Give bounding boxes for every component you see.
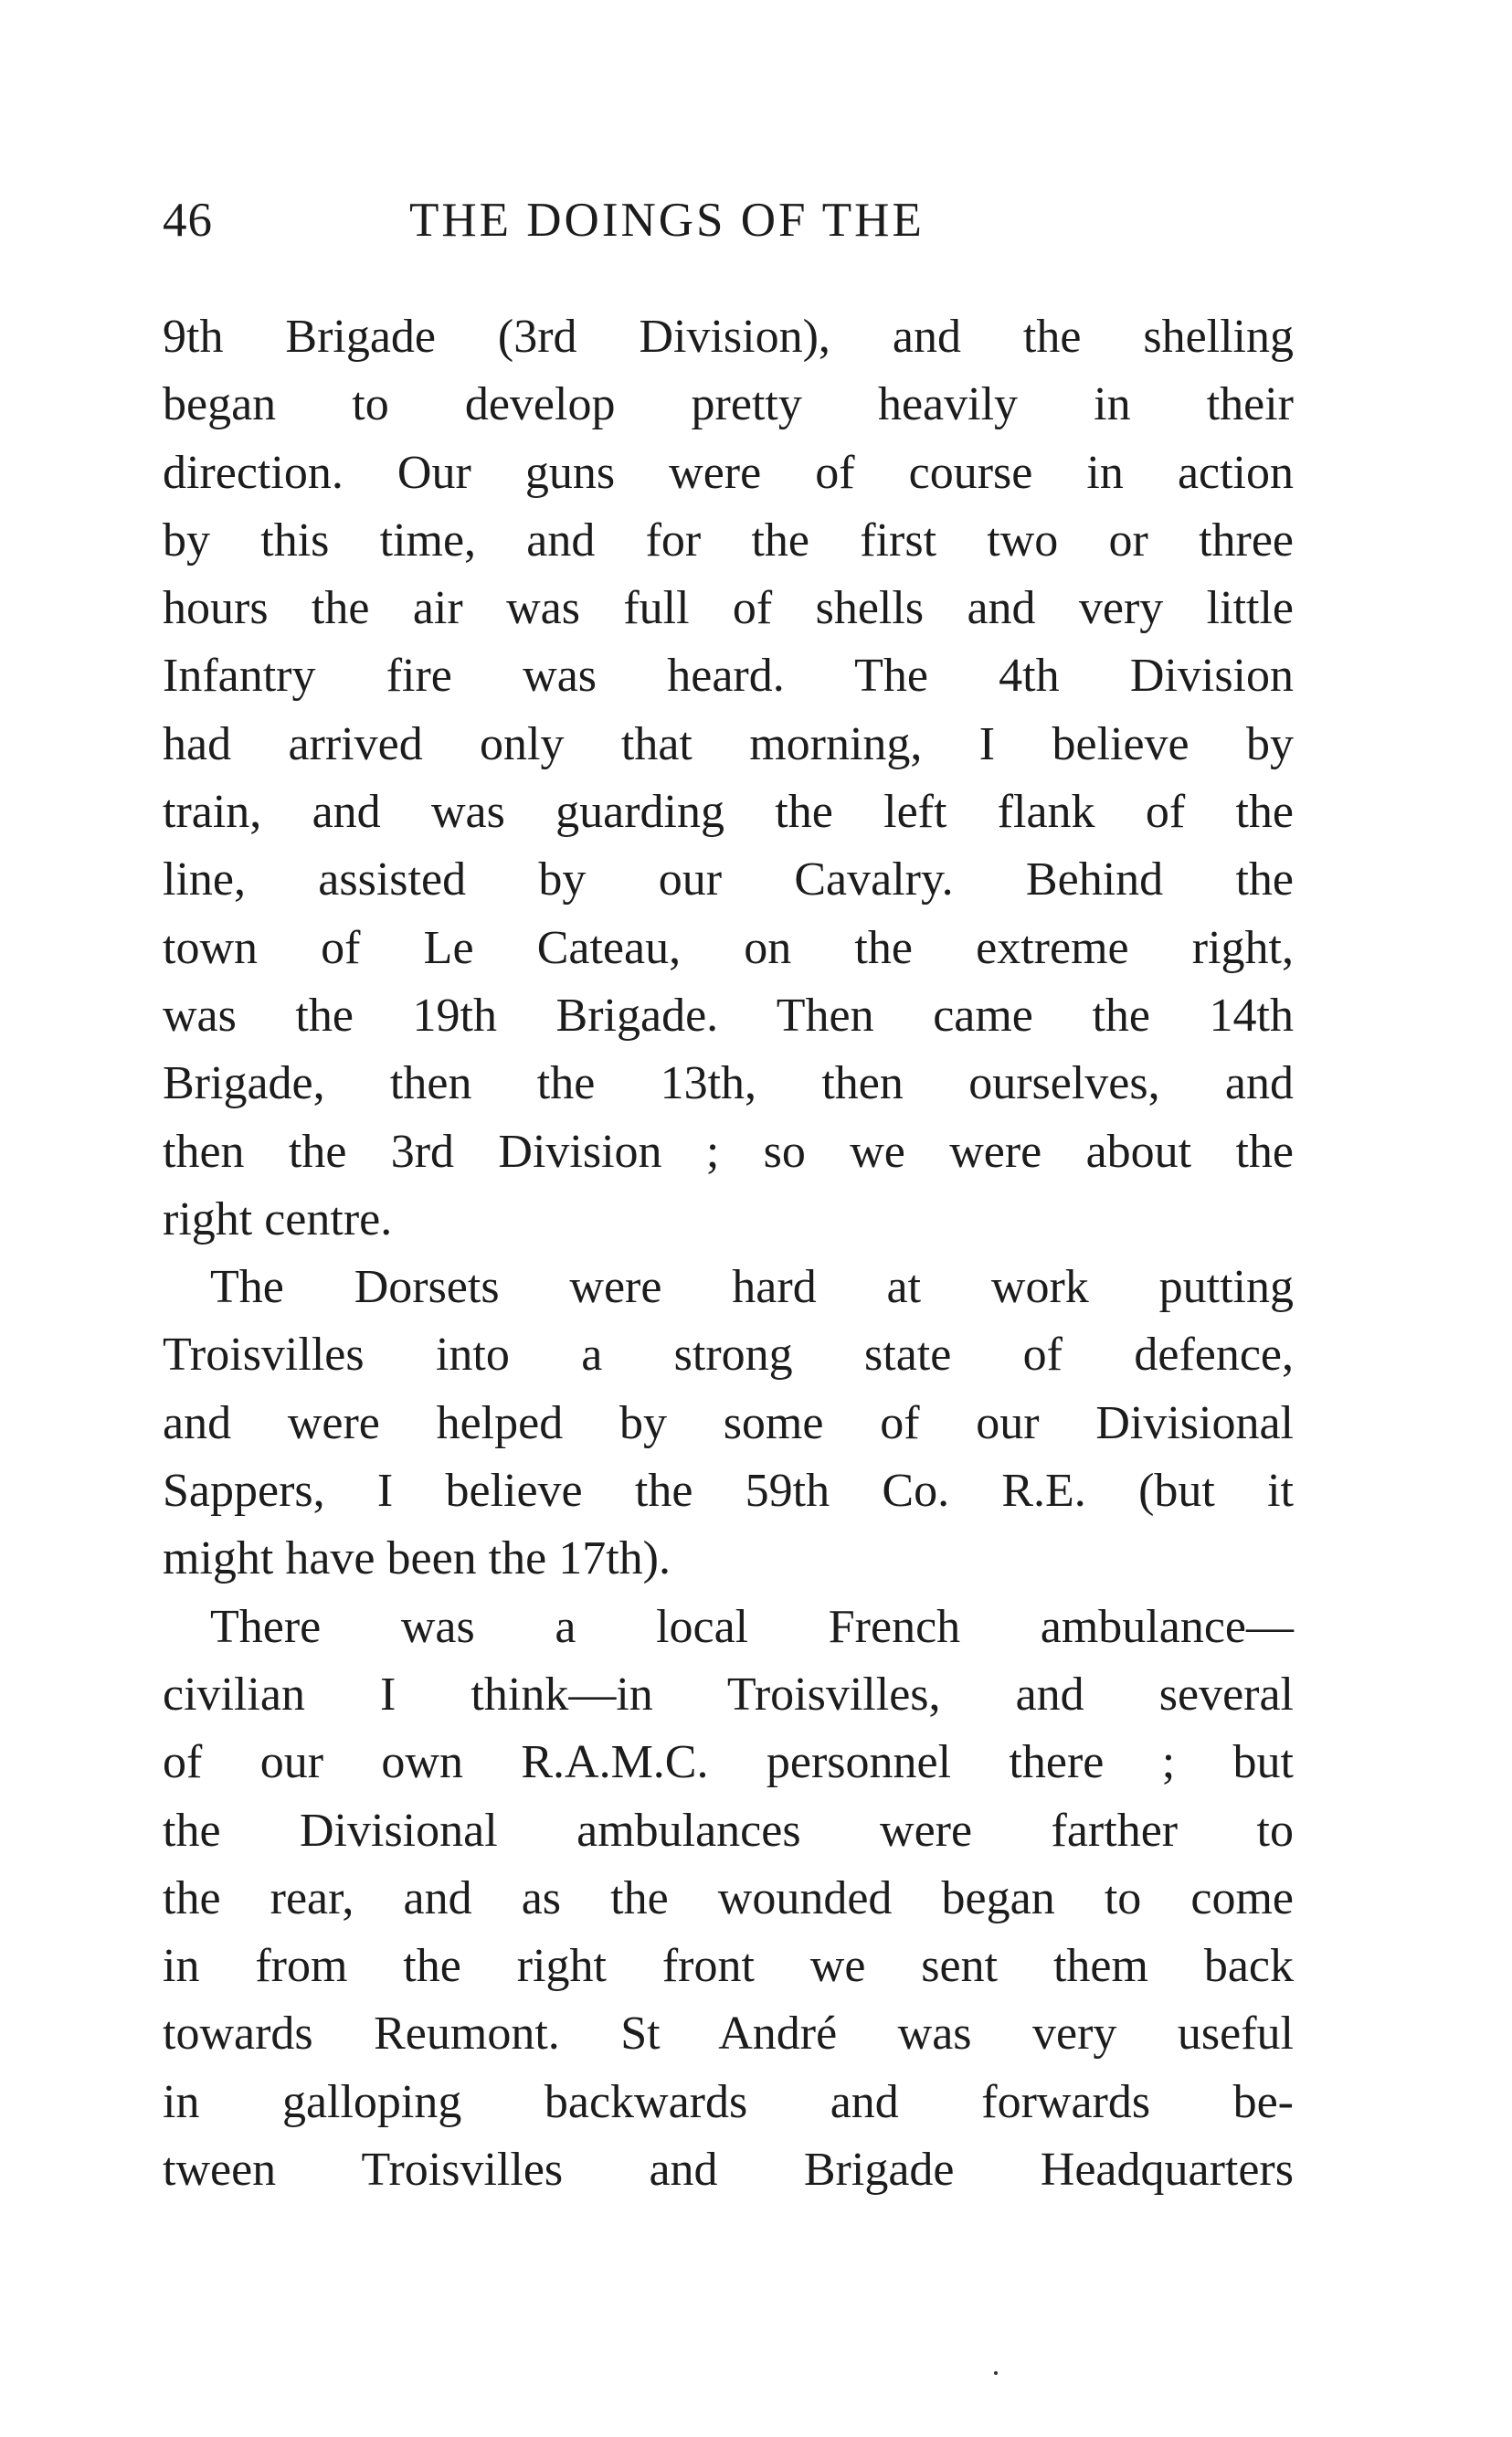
text-line: right centre.	[163, 1192, 393, 1245]
text-line: hours the air was full of shells and very little	[163, 582, 1294, 635]
running-title: THE DOINGS OF THE	[409, 194, 925, 247]
page-number: 46	[163, 194, 213, 247]
text-line: civilian I think—in Troisvilles, and several	[163, 1668, 1294, 1721]
text-line: line, assisted by our Cavalry. Behind the	[163, 853, 1294, 906]
text-line: then the 3rd Division ; so we were about the	[163, 1125, 1294, 1178]
text-line: town of Le Cateau, on the extreme right,	[163, 921, 1294, 974]
body-text	[163, 303, 1294, 2204]
text-line: Troisvilles into a strong state of defence,	[163, 1329, 1294, 1382]
text-line: Sappers, I believe the 59th Co. R.E. (but it	[163, 1465, 1294, 1518]
text-line: The Dorsets were hard at work putting	[210, 1261, 1294, 1314]
text-line: 9th Brigade (3rd Division), and the shelling	[163, 311, 1294, 363]
paragraph-1	[163, 303, 1294, 1254]
text-line: the Divisional ambulances were farther to	[163, 1804, 1294, 1857]
text-line: of our own R.A.M.C. personnel there ; but	[163, 1736, 1294, 1789]
paragraph-3	[163, 1594, 1294, 2205]
text-line: by this time, and for the first two or three	[163, 514, 1294, 567]
text-line: tween Troisvilles and Brigade Headquarters	[163, 2144, 1294, 2197]
ink-speck	[994, 2371, 998, 2375]
text-line: in galloping backwards and forwards be-	[163, 2075, 1294, 2128]
text-line: direction. Our guns were of course in action	[163, 446, 1294, 499]
text-line: in from the right front we sent them back	[163, 1940, 1294, 1993]
text-line: might have been the 17th).	[163, 1532, 671, 1585]
text-line: was the 19th Brigade. Then came the 14th	[163, 989, 1294, 1042]
text-line: Infantry fire was heard. The 4th Division	[163, 650, 1294, 703]
text-line: There was a local French ambulance—	[210, 1600, 1294, 1653]
text-line: the rear, and as the wounded began to come	[163, 1871, 1294, 1924]
text-line: Brigade, then the 13th, then ourselves, and	[163, 1057, 1294, 1110]
text-line: towards Reumont. St André was very useful	[163, 2008, 1294, 2061]
running-head	[163, 188, 1295, 252]
text-line: train, and was guarding the left flank of the	[163, 786, 1294, 839]
text-line: and were helped by some of our Divisional	[163, 1396, 1294, 1449]
paragraph-2	[163, 1254, 1294, 1593]
text-line: began to develop pretty heavily in their	[163, 378, 1294, 431]
text-line: had arrived only that morning, I believe by	[163, 717, 1294, 770]
